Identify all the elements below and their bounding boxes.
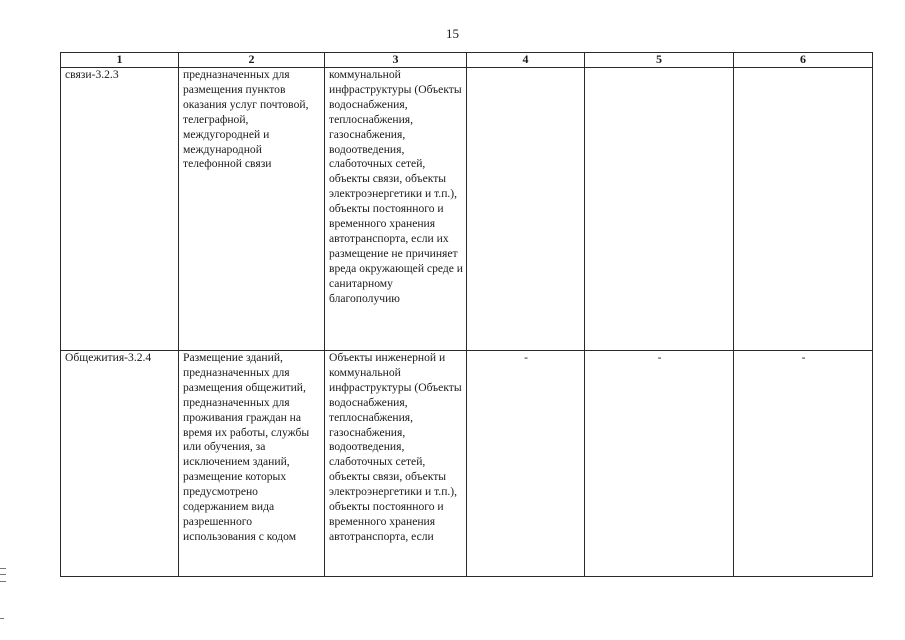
scan-margin-mark xyxy=(0,568,6,582)
page-number: 15 xyxy=(446,26,459,41)
column-4-cell xyxy=(467,68,585,351)
column-header-6: 6 xyxy=(734,53,873,68)
description-cell: предназначенных для размещения пунктов оказания услуг почтовой, телеграфной, междугородней и международной телефонной связи xyxy=(179,68,325,351)
scan-margin-tick xyxy=(0,618,4,619)
column-6-cell: - xyxy=(734,351,873,577)
table-header-row xyxy=(61,53,873,68)
column-header-4: 4 xyxy=(467,53,585,68)
land-use-table xyxy=(60,52,873,577)
table-row xyxy=(61,351,873,577)
auxiliary-uses-cell: Объекты инженерной и коммунальной инфраструктуры (Объекты водоснабжения, теплоснабжения, газоснабжения, водоотведения, слаботочных сетей, объекты связи, объекты электроэнергетики и т.п.), объекты постоянного и временного хранения автотранспорта, если xyxy=(325,351,467,577)
column-5-cell: - xyxy=(585,351,734,577)
description-cell: Размещение зданий, предназначенных для размещения общежитий, предназначенных для проживания граждан на время их работы, службы или обучения, за исключением зданий, размещение которых предусмотрено содержанием вида разрешенного использования с кодом xyxy=(179,351,325,577)
column-header-3: 3 xyxy=(325,53,467,68)
column-header-2: 2 xyxy=(179,53,325,68)
column-6-cell xyxy=(734,68,873,351)
column-5-cell xyxy=(585,68,734,351)
land-use-code-cell: связи-3.2.3 xyxy=(61,68,179,351)
column-header-1: 1 xyxy=(61,53,179,68)
column-header-5: 5 xyxy=(585,53,734,68)
auxiliary-uses-cell: коммунальной инфраструктуры (Объекты водоснабжения, теплоснабжения, газоснабжения, водоотведения, слаботочных сетей, объекты связи, объекты электроэнергетики и т.п.), объекты постоянного и временного хранения автотранспорта, если их размещение не причиняет вреда окружающей среде и санитарному благополучию xyxy=(325,68,467,351)
land-use-code-cell: Общежития-3.2.4 xyxy=(61,351,179,577)
column-4-cell: - xyxy=(467,351,585,577)
table-row xyxy=(61,68,873,351)
